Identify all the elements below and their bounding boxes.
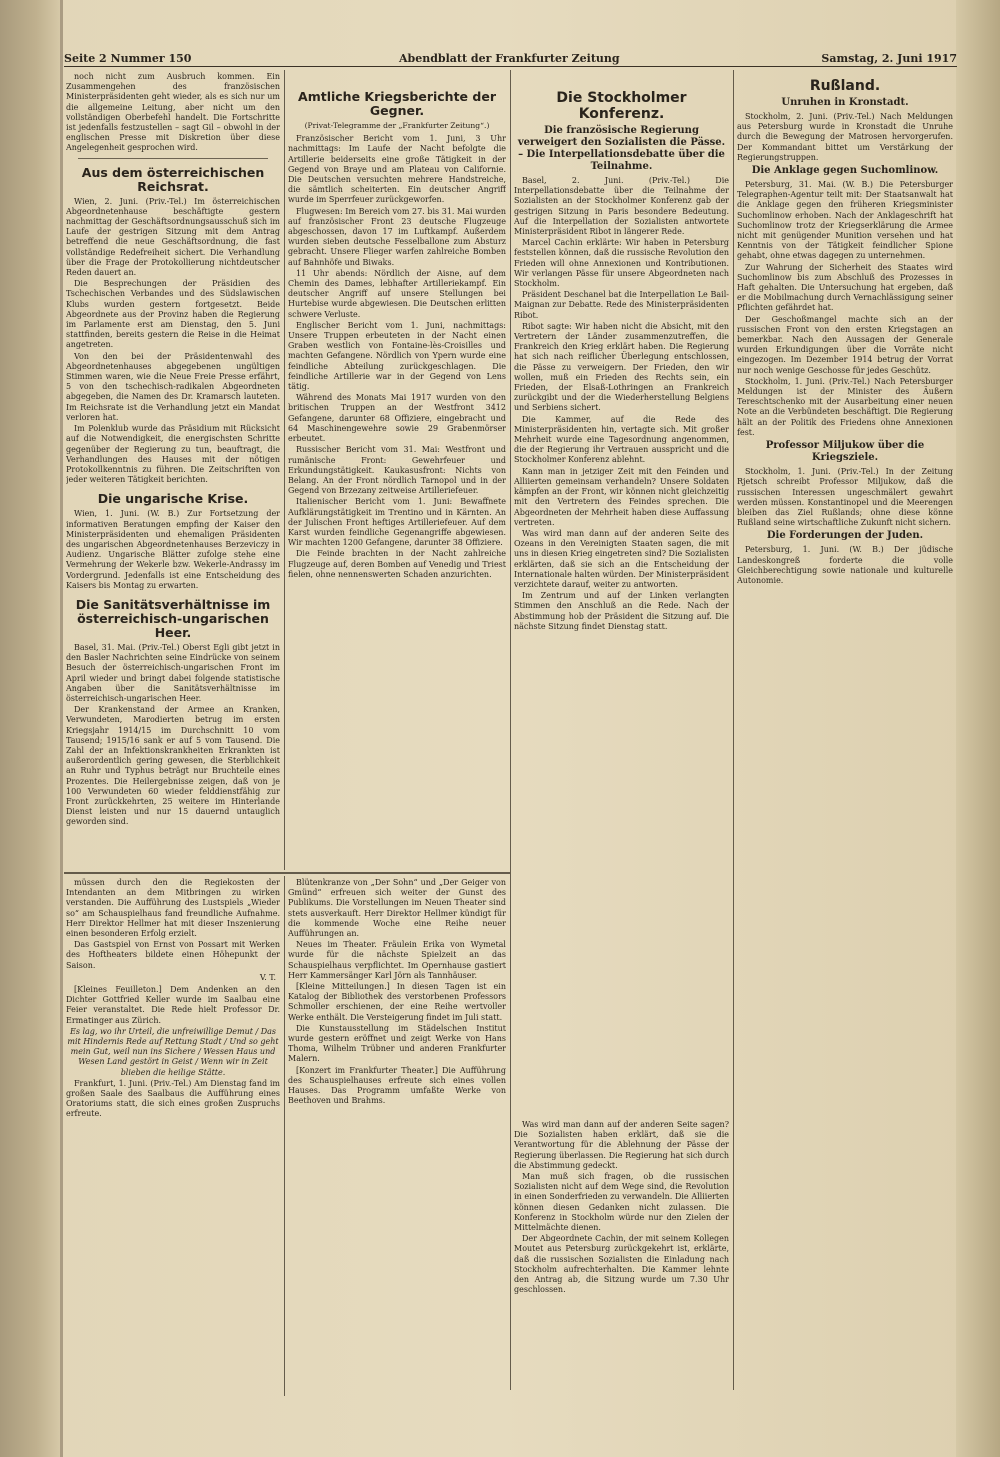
column-russia — [737, 72, 953, 1392]
dateline-source: (Privat-Telegramme der „Frankfurter Zeitung“.) — [304, 121, 490, 130]
page-edge — [956, 0, 1000, 1457]
subheadline-miljukow: Professor Miljukow über die Kriegsziele. — [765, 440, 925, 464]
headline-sanitary: Die Sanitätsverhältnisse im österreichisch-ungarischen Heer. — [75, 596, 271, 640]
paragraph: Die Feinde brachten in der Nacht zahlreiche Flugzeuge auf, deren Bomben auf Venedig und Triest fielen, ohne nennenswerten Schaden anzurichten. — [288, 549, 506, 579]
subheadline-jews: Die Forderungen der Juden. — [766, 530, 924, 542]
column-rule — [510, 70, 511, 1390]
divider — [78, 158, 268, 159]
subheadline-stockholm: Die französische Regierung verweigert den Sozialisten die Pässe. – Die Interpellationsdebatte über die Teilnahme. — [517, 125, 726, 172]
article-intro: noch nicht zum Ausbruch kommen. Ein Zusammengehen des französischen Ministerpräsidenten geht wieder, als es sich nur um die allgemeine Leitung, aber nicht um den vollständigen Oberbefehl handelt. Die Fortschritte ist jedenfalls festzustellen – sagt Gil – obwohl in der englischen Presse mit Diskretion über diese Angelegenheit gesprochen wird. — [66, 72, 280, 153]
paragraph: Basel, 31. Mai. (Priv.-Tel.) Oberst Egli gibt jetzt in den Basler Nachrichten seine Eindrücke von seinem Besuch der österreichisch-ungarischen Front im April wieder und bringt dabei folgende statistische Angaben über die Sanitätsverhältnisse im österreichisch-ungarischen Heer. — [66, 642, 280, 703]
paragraph: Ribot sagte: Wir haben nicht die Absicht, mit den Vertretern der Länder zusammenzutreffen, die Frankreich den Krieg erklärt haben. Die Regierung hat sich nach reiflicher Überlegung entschlossen, die Pässe zu verweigern. Der Frieden, den wir wollen, muß ein Frieden des Rechts sein, ein Frieden, der Elsaß-Lothringen an Frankreich zurückgibt und der die Wiederherstellung Belgiens und Serbiens sichert. — [514, 321, 729, 413]
paragraph: Man muß sich fragen, ob die russischen Sozialisten nicht auf dem Wege sind, die Revolution in einen Sonderfrieden zu verwandeln. Die Alliierten können diesen Gedanken nicht zulassen. Die Konferenz in Stockholm würde nur den Zielen der Mittelmächte dienen. — [514, 1172, 729, 1233]
paragraph: Italienischer Bericht vom 1. Juni: Bewaffnete Aufklärungstätigkeit im Trentino und in Kärnten. An der Julischen Front heftiges Artilleriefeuer. Auf dem Karst wurden feindliche Gegenangriffe abgewiesen. Wir machten 1200 Gefangene, darunter 38 Offiziere. — [288, 497, 506, 548]
paragraph: Petersburg, 31. Mai. (W. B.) Die Petersburger Telegraphen-Agentur teilt mit: Der Staatsanwalt hat die Anklage gegen den früheren Kriegsminister Suchomlinow erhoben. Nach der Anklageschrift hat Suchomlinow trotz der Kriegserklärung die Armee nicht mit genügender Munition versehen und hat Kenntnis von der Tätigkeit feindlicher Spione gehabt, ohne etwas dagegen zu unternehmen. — [737, 180, 953, 261]
poem: Es lag, wo ihr Urteil, die unfreiwillige Demut / Das mit Hindernis Rede auf Rettung Stadt / Und so geht mein Gut, weil nun ins Sichere / Wessen Haus und Wesen Land gestört in Geist / Wenn wir in Zeit blieben die heilige Stätte. — [67, 1026, 279, 1077]
paragraph: Petersburg, 1. Juni. (W. B.) Der jüdische Landeskongreß forderte die volle Gleichberechtigung sowie nationale und kulturelle Autonomie. — [737, 545, 953, 585]
paragraph: Die Kunstausstellung im Städelschen Institut wurde gestern eröffnet und zeigt Werke von Hans Thoma, Wilhelm Trübner und anderen Frankfurter Malern. — [288, 1023, 506, 1064]
headline-stockholm: Die Stockholmer Konferenz. — [556, 90, 687, 122]
paragraph: [Konzert im Frankfurter Theater.] Die Aufführung des Schauspielhauses erfreute sich eines vollen Hauses. Das Programm umfaßte Werke von Beethoven und Brahms. — [288, 1065, 506, 1106]
headline-reichsrat: Aus dem österreichischen Reichsrat. — [81, 164, 265, 194]
paragraph: Was wird man dann auf der anderen Seite des Ozeans in den Vereinigten Staaten sagen, die mit uns in diesen Krieg eingetreten sind? Die Sozialisten erklärten, daß sie sich an die Entscheidung der Internationale halten würden. Der Ministerpräsident verzichtete darauf, weiter zu antworten. — [514, 528, 729, 589]
feuilleton-rule — [64, 872, 510, 874]
paragraph: Die Besprechungen der Präsidien des Tschechischen Verbandes und des Südslawischen Klubs wurden gestern fortgesetzt. Beide Abgeordnete aus der Provinz haben die Regierung im Parlamente erst am Dienstag, den 5. Juni stattfinden, bereits gestern die Reise in die Heimat angetreten. — [66, 279, 280, 350]
paragraph: [Kleines Feuilleton.] Dem Andenken an den Dichter Gottfried Keller wurde im Saalbau eine Feier veranstaltet. Die Rede hielt Professor Dr. Ermatinger aus Zürich. — [66, 985, 280, 1025]
book-gutter — [0, 0, 60, 1457]
paragraph: Französischer Bericht vom 1. Juni, 3 Uhr nachmittags: Im Laufe der Nacht befolgte die Artillerie beiderseits eine große Tätigkeit in der Gegend von Braye und am Plateau von Californie. Die Deutschen versuchten mehrere Handstreiche, die sämtlich scheiterten. Ein deutscher Angriff wurde im Sperrfeuer zurückgeworfen. — [288, 134, 506, 205]
paragraph: Marcel Cachin erklärte: Wir haben in Petersburg feststellen können, daß die russische Revolution den Frieden will ohne Annexionen und Kontributionen. Wir verlangen Pässe für unsere Abgeordneten nach Stockholm. — [514, 238, 729, 289]
column-war-reports — [288, 72, 506, 868]
paragraph: Die Kammer, auf die Rede des Ministerpräsidenten hin, vertagte sich. Mit großer Mehrheit wurde eine Tagesordnung angenommen, die der Regierung ihr Vertrauen ausspricht und die Stockholmer Konferenz ablehnt. — [514, 414, 729, 465]
author-signature: V. T. — [259, 972, 276, 982]
column-rule — [284, 876, 285, 1396]
header-page-number: Seite 2 Nummer 150 — [64, 52, 192, 65]
paragraph: Der Abgeordnete Cachin, der mit seinem Kollegen Moutet aus Petersburg zurückgekehrt ist, erklärte, daß die russischen Sozialisten die Einladung nach Stockholm aufrechterhalten. Die Kammer lehnte den Antrag ab, die Sitzung wurde um 7.30 Uhr geschlossen. — [514, 1234, 729, 1295]
headline-russia: Rußland. — [809, 78, 881, 94]
paragraph: [Kleine Mitteilungen.] In diesen Tagen ist ein Katalog der Bibliothek des verstorbenen Professors Schmoller erschienen, der eine Reihe wertvoller Werke enthält. Die Versteigerung findet im Juli statt. — [288, 982, 506, 1022]
column-stockholm-continued — [514, 1120, 729, 1390]
paragraph: 11 Uhr abends: Nördlich der Aisne, auf dem Chemin des Dames, lebhafter Artilleriekampf. Ein deutscher Angriff auf unsere Stellungen bei Hurtebise wurde abgewiesen. Die Deutschen erlitten schwere Verluste. — [288, 268, 506, 319]
column-feuilleton-left — [66, 878, 280, 1393]
paragraph: müssen durch den die Regiekosten der Intendanten an dem Mitbringen zu wirken verstanden. Die Aufführung des Lustspiels „Wieder so“ am Schauspielhaus fand freundliche Aufnahme. Herr Direktor Hellmer hat mit dieser Inszenierung einen besonderen Erfolg erzielt. — [66, 878, 280, 939]
column-feuilleton-right — [288, 878, 506, 1393]
binding-spine — [60, 0, 63, 1457]
paragraph: Blütenkranze von „Der Sohn“ und „Der Geiger von Gmünd“ erfreuen sich weiter der Gunst des Publikums. Die Vorstellungen im Neuen Theater sind stets ausverkauft. Herr Direktor Hellmer kündigt für die kommende Woche eine Reihe neuer Aufführungen an. — [288, 878, 506, 939]
paragraph: Kann man in jetziger Zeit mit den Feinden und Alliierten gemeinsam verhandeln? Unsere Soldaten kämpfen an der Front, wir können nicht gleichzeitig mit den Vertretern des Feindes sprechen. Die Abgeordneten der Mehrheit haben diese Auffassung vertreten. — [514, 466, 729, 527]
paragraph: Russischer Bericht vom 31. Mai: Westfront und rumänische Front: Gewehrfeuer und Erkundungstätigkeit. Kaukasusfront: Nichts von Belang. An der Front nördlich Tarnopol und in der Gegend von Brzezany zeitweise Artilleriefeuer. — [288, 445, 506, 496]
header-date: Samstag, 2. Juni 1917 — [821, 52, 957, 65]
page-header — [64, 52, 957, 67]
paragraph: Flugwesen: Im Bereich vom 27. bis 31. Mai wurden auf französischer Front 23 deutsche Flugzeuge abgeschossen, davon 17 im Luftkampf. Außerdem wurden sieben deutsche Fesselballone zum Absturz gebracht. Unsere Flieger warfen zahlreiche Bomben auf Bahnhöfe und Biwaks. — [288, 206, 506, 267]
headline-war-reports: Amtliche Kriegsberichte der Gegner. — [298, 89, 496, 118]
subheadline-kronstadt: Unruhen in Kronstadt. — [781, 97, 909, 108]
paragraph: Im Polenklub wurde das Präsidium mit Rücksicht auf die Notwendigkeit, die energischsten Schritte gegenüber der Regierung zu tun, beauftragt, die Verhandlungen des Hauses mit der nötigen Protokollkenntnis zu führen. Die Zeitschriften von jeder weiteren Tätigkeit berichten. — [66, 424, 280, 485]
paragraph: Frankfurt, 1. Juni. (Priv.-Tel.) Am Dienstag fand im großen Saale des Saalbaus die Aufführung eines Oratoriums statt, die sich eines großen Zuspruchs erfreute. — [66, 1078, 280, 1119]
paragraph: Basel, 2. Juni. (Priv.-Tel.) Die Interpellationsdebatte über die Teilnahme der Sozialisten an der Stockholmer Konferenz gab der gestrigen Sitzung in Paris besondere Bedeutung. Auf die Interpellation der Sozialisten antwortete Ministerpräsident Ribot in längerer Rede. — [514, 176, 729, 237]
paragraph: Neues im Theater. Fräulein Erika von Wymetal wurde für die nächste Spielzeit an das Schauspielhaus verpflichtet. Im Opernhause gastiert Herr Kammersänger Karl Jörn als Tannhäuser. — [288, 940, 506, 980]
paragraph: Englischer Bericht vom 1. Juni, nachmittags: Unsere Truppen erbeuteten in der Nacht einen Graben westlich von Fontaine-lès-Croisilles und machten Gefangene. Nördlich von Ypern wurde eine feindliche Abteilung zurückgeschlagen. Die feindliche Artillerie war in der Gegend von Lens tätig. — [288, 320, 506, 392]
paragraph: Stockholm, 1. Juni. (Priv.-Tel.) Nach Petersburger Meldungen ist der Minister des Äußern Tereschtschenko mit der Ausarbeitung einer neuen Note an die Verbündeten beschäftigt. Die Regierung hält an der Politik des Friedens ohne Annexionen fest. — [737, 376, 953, 437]
column-rule — [733, 70, 734, 1390]
paragraph: Stockholm, 1. Juni. (Priv.-Tel.) In der Zeitung Rjetsch schreibt Professor Miljukow, daß die russischen Interessen ungeschmälert gewahrt werden müssen. Konstantinopel und die Meerengen bleiben das Ziel Rußlands; ohne diese könne Rußland seine wirtschaftliche Zukunft nicht sichern. — [737, 467, 953, 528]
paragraph: Der Geschoßmangel machte sich an der russischen Front von den ersten Kriegstagen an bemerkbar. Nach den Aussagen der Generale wurden Erkundigungen über die Vorräte nicht eingezogen. Im Dezember 1914 betrug der Vorrat nur noch wenige Geschosse für jedes Geschütz. — [737, 314, 953, 375]
paragraph: Präsident Deschanel bat die Interpellation Le Bail-Maignan zur Debatte. Rede des Ministerpräsidenten Ribot. — [514, 290, 729, 320]
paragraph: Was wird man dann auf der anderen Seite sagen? Die Sozialisten haben erklärt, daß sie die Verantwortung für die Ablehnung der Pässe der Regierung überlassen. Die Regierung hat sich durch die Abstimmung gedeckt. — [514, 1120, 729, 1170]
paragraph: Während des Monats Mai 1917 wurden von den britischen Truppen an der Westfront 3412 Gefangene, darunter 68 Offiziere, eingebracht und 64 Maschinengewehre sowie 29 Grabenmörser erbeutet. — [288, 393, 506, 444]
paragraph: Das Gastspiel von Ernst von Possart mit Werken des Hoftheaters bildete einen Höhepunkt der Saison. — [66, 940, 280, 970]
paragraph: Im Zentrum und auf der Linken verlangten Stimmen den Anschluß an die Rede. Nach der Abstimmung hob der Präsident die Sitzung auf. Die nächste Sitzung findet Dienstag statt. — [514, 591, 729, 631]
paragraph: Wien, 2. Juni. (Priv.-Tel.) Im österreichischen Abgeordnetenhause beschäftigte gestern nachmittag der Geschäftsordnungsausschuß sich im Laufe der gestrigen Sitzung mit dem Antrag betreffend die neue Geschäftsordnung, die fast vollständige Redefreiheit sichert. Die Verhandlung über die Frage der Protokollierung nichtdeutscher Reden dauert an. — [66, 196, 280, 278]
headline-hungarian-crisis: Die ungarische Krise. — [97, 491, 249, 507]
column-rule — [284, 70, 285, 870]
paragraph: Von den bei der Präsidentenwahl des Abgeordnetenhauses abgegebenen ungültigen Stimmen waren, wie die Neue Freie Presse erfährt, 5 von den tschechisch-radikalen Abgeordneten abgegeben, die Namen des Dr. Kramarsch lauteten. Im Reichsrate ist die Verhandlung jetzt ein Mandat verloren hat. — [66, 351, 280, 422]
paragraph: Wien, 1. Juni. (W. B.) Zur Fortsetzung der informativen Beratungen empfing der Kaiser den Ministerpräsidenten und ehemaligen Präsidenten des ungarischen Abgeordnetenhauses Berzeviczy in Audienz. Ungarische Blätter zufolge stehe eine Vermehrung der Wekerle bzw. Wekerle-Andrassy im Vordergrund. Jedenfalls ist eine Entscheidung des Kaisers bis Montag zu erwarten. — [66, 509, 280, 590]
column-austria — [66, 72, 280, 868]
paragraph: Der Krankenstand der Armee an Kranken, Verwundeten, Marodierten betrug im ersten Kriegsjahr 1914/15 im Durchschnitt 10 vom Tausend; 1915/16 sank er auf 5 vom Tausend. Die Zahl der an Infektionskrankheiten Erkrankten ist außerordentlich gering gewesen, die Sterblichkeit an Ruhr und Typhus beträgt nur Bruchteile eines Prozentes. Die Heilergebnisse zeigen, daß von je 100 Verwundeten 60 wieder felddienstfähig zur Front zurückkehrten, 25 weitere im Hinterlande Dienst leisten und nur 15 dauernd untauglich geworden sind. — [66, 705, 280, 827]
paragraph: Stockholm, 2. Juni. (Priv.-Tel.) Nach Meldungen aus Petersburg wurde in Kronstadt die Unruhe durch die Bewegung der Matrosen hervorgerufen. Der Kommandant bittet um Verstärkung der Regierungstruppen. — [737, 112, 953, 162]
header-masthead: Abendblatt der Frankfurter Zeitung — [399, 52, 620, 65]
subheadline-suchomlinow: Die Anklage gegen Suchomlinow. — [751, 165, 939, 177]
paragraph: Zur Wahrung der Sicherheit des Staates wird Suchomlinow bis zum Abschluß des Prozesses in Haft gehalten. Die Untersuchung hat ergeben, daß er die Mobilmachung durch Vernachlässigung seiner Pflichten gefährdet hat. — [737, 262, 953, 313]
